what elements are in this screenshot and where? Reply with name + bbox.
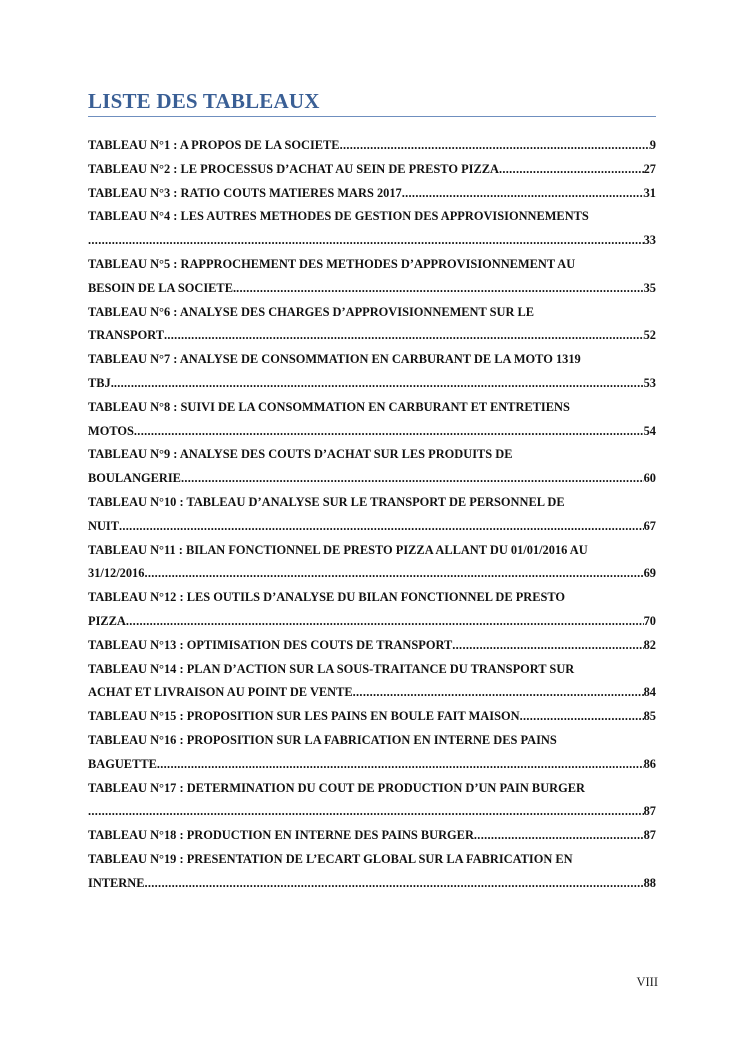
dot-leader	[353, 681, 644, 705]
toc-entry-title: PIZZA	[88, 613, 126, 628]
dot-leader	[474, 824, 644, 848]
toc-entry-title: TABLEAU N°4 : LES AUTRES METHODES DE GESTION DES APPROVISIONNEMENTS	[88, 209, 589, 224]
toc-entry[interactable]	[88, 158, 656, 182]
toc-entry[interactable]	[88, 539, 656, 587]
toc-entry-title: TRANSPORT	[88, 328, 164, 343]
toc-entry-title: TABLEAU N°14 : PLAN D’ACTION SUR LA SOUS-TRAITANCE DU TRANSPORT SUR	[88, 661, 575, 676]
toc-entry-page: 85	[643, 709, 656, 724]
toc-entry[interactable]	[88, 301, 656, 349]
toc-entry[interactable]	[88, 443, 656, 491]
toc-entry[interactable]	[88, 658, 656, 706]
toc-entry-title: TABLEAU N°17 : DETERMINATION DU COUT DE PRODUCTION D’UN PAIN BURGER	[88, 780, 585, 795]
dot-leader	[340, 134, 650, 158]
toc-entry-title: BAGUETTE	[88, 756, 157, 771]
toc-entry[interactable]	[88, 634, 656, 658]
dot-leader	[88, 229, 644, 253]
dot-leader	[181, 467, 644, 491]
toc-entry[interactable]	[88, 586, 656, 634]
toc-entry-title: TABLEAU N°9 : ANALYSE DES COUTS D’ACHAT SUR LES PRODUITS DE	[88, 447, 513, 462]
toc-entry-title: TBJ.	[88, 375, 114, 390]
toc-entry-title: TABLEAU N°8 : SUIVI DE LA CONSOMMATION EN CARBURANT ET ENTRETIENS	[88, 399, 570, 414]
toc-entry-page: 88	[643, 875, 656, 890]
toc-entry-page: 31	[643, 185, 656, 200]
toc-entry-title: INTERNE	[88, 875, 145, 890]
toc-entry-page: 52	[643, 328, 656, 343]
toc-entry[interactable]	[88, 396, 656, 444]
toc-entry-page: 69	[643, 566, 656, 581]
toc-entry-page: 70	[643, 613, 656, 628]
toc-entry[interactable]	[88, 348, 656, 396]
dot-leader	[134, 420, 644, 444]
toc-entry[interactable]	[88, 848, 656, 896]
page-number: VIII	[636, 975, 658, 989]
toc-entry-title: TABLEAU N°6 : ANALYSE DES CHARGES D’APPROVISIONNEMENT SUR LE	[88, 304, 535, 319]
toc-entry-page: 53	[643, 375, 656, 390]
toc-entry-title: ACHAT ET LIVRAISON AU POINT DE VENTE	[88, 685, 353, 700]
toc-entry-page: 54	[643, 423, 656, 438]
toc-entry[interactable]	[88, 705, 656, 729]
toc-entry-title: NUIT	[88, 518, 119, 533]
toc-entry-title: TABLEAU N°1 : A PROPOS DE LA SOCIETE	[88, 138, 340, 152]
toc-entry-title: BESOIN DE LA SOCIETE.	[88, 280, 237, 295]
toc-entry[interactable]	[88, 253, 656, 301]
toc-entry-title: MOTOS	[88, 423, 134, 438]
toc-entry[interactable]	[88, 777, 656, 825]
toc-entry-title: BOULANGERIE	[88, 471, 181, 486]
toc-entry[interactable]	[88, 182, 656, 206]
toc-entry-page: 60	[643, 471, 656, 486]
dot-leader	[452, 634, 643, 658]
toc-entry-title: TABLEAU N°2 : LE PROCESSUS D’ACHAT AU SEIN DE PRESTO PIZZA	[88, 161, 499, 176]
toc-entry-page: 67	[643, 518, 656, 533]
toc-entry-title: TABLEAU N°18 : PRODUCTION EN INTERNE DES PAINS BURGER	[88, 828, 474, 843]
toc-entry-title: TABLEAU N°16 : PROPOSITION SUR LA FABRICATION EN INTERNE DES PAINS	[88, 732, 557, 747]
toc-entry-title: TABLEAU N°7 : ANALYSE DE CONSOMMATION EN CARBURANT DE LA MOTO 1319	[88, 352, 581, 367]
dot-leader	[236, 277, 644, 301]
dot-leader	[402, 182, 644, 206]
toc-entry[interactable]	[88, 824, 656, 848]
toc-entry-title: 31/12/2016	[88, 566, 145, 581]
dot-leader	[126, 610, 644, 634]
toc-entry-title: TABLEAU N°10 : TABLEAU D’ANALYSE SUR LE TRANSPORT DE PERSONNEL DE	[88, 494, 565, 509]
dot-leader	[119, 515, 644, 539]
toc-entry-page: 82	[643, 637, 656, 652]
toc-entry-page: 27	[643, 161, 656, 176]
dot-leader	[499, 158, 644, 182]
toc-entry-page: 35	[643, 280, 656, 295]
toc-entry-page: 87	[643, 828, 656, 843]
table-list	[88, 134, 656, 896]
toc-entry-title: TABLEAU N°15 : PROPOSITION SUR LES PAINS EN BOULE FAIT MAISON	[88, 709, 520, 724]
toc-entry-page: 84	[643, 685, 656, 700]
dot-leader	[114, 372, 644, 396]
toc-entry[interactable]	[88, 134, 656, 158]
toc-entry-page: 86	[643, 756, 656, 771]
toc-entry-title: TABLEAU N°11 : BILAN FONCTIONNEL DE PRESTO PIZZA ALLANT DU 01/01/2016 AU	[88, 542, 588, 557]
toc-entry-title: TABLEAU N°12 : LES OUTILS D’ANALYSE DU BILAN FONCTIONNEL DE PRESTO	[88, 590, 566, 605]
page-title: LISTE DES TABLEAUX	[88, 88, 656, 117]
toc-entry-title: TABLEAU N°5 : RAPPROCHEMENT DES METHODES D’APPROVISIONNEMENT AU	[88, 256, 576, 271]
dot-leader	[144, 562, 643, 586]
dot-leader	[157, 753, 644, 777]
dot-leader	[520, 705, 644, 729]
toc-entry-title: TABLEAU N°13 : OPTIMISATION DES COUTS DE TRANSPORT	[88, 637, 453, 652]
toc-entry[interactable]	[88, 205, 656, 253]
toc-entry[interactable]	[88, 729, 656, 777]
toc-entry-title: TABLEAU N°3 : RATIO COUTS MATIERES MARS 2017	[88, 185, 402, 200]
toc-entry-page: 33	[643, 233, 656, 248]
dot-leader	[164, 324, 644, 348]
toc-entry-title: TABLEAU N°19 : PRESENTATION DE L’ECART GLOBAL SUR LA FABRICATION EN	[88, 851, 573, 866]
toc-entry-page: 9	[649, 138, 656, 152]
dot-leader	[144, 872, 643, 896]
toc-entry-page: 87	[643, 804, 656, 819]
toc-entry[interactable]	[88, 491, 656, 539]
dot-leader	[88, 800, 644, 824]
